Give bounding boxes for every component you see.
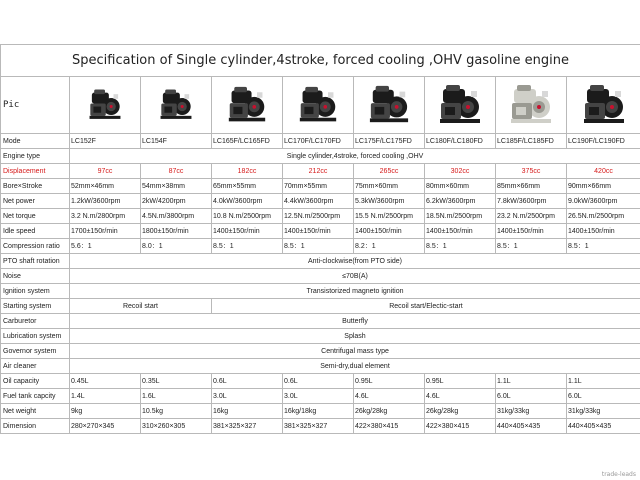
pic-row bbox=[1, 77, 640, 134]
table-cell: 0.95L bbox=[425, 374, 496, 389]
table-cell: 440×405×435 bbox=[567, 419, 640, 434]
table-cell: 75mm×60mm bbox=[354, 179, 425, 194]
table-cell: 8.0：1 bbox=[141, 239, 212, 254]
table-cell: LC154F bbox=[141, 134, 212, 149]
table-cell: 4.6L bbox=[425, 389, 496, 404]
table-row bbox=[1, 299, 640, 314]
table-cell: LC152F bbox=[70, 134, 141, 149]
table-cell: 26.5N.m/2500rpm bbox=[567, 209, 640, 224]
table-row bbox=[1, 404, 640, 419]
table-cell: 310×260×305 bbox=[141, 419, 212, 434]
table-cell: 420cc bbox=[567, 164, 640, 179]
table-title: Specification of Single cylinder,4stroke, forced cooling ,OHV gasoline engine bbox=[1, 45, 640, 77]
engine-photo-icon bbox=[581, 83, 627, 127]
table-cell: 0.45L bbox=[70, 374, 141, 389]
table-row bbox=[1, 284, 640, 299]
table-cell: 15.5 N.m/2500rpm bbox=[354, 209, 425, 224]
engine-photo-icon bbox=[226, 85, 268, 125]
engine-photo-icon bbox=[158, 88, 194, 122]
table-row bbox=[1, 254, 640, 269]
table-cell: 4.4kW/3600rpm bbox=[283, 194, 354, 209]
table-row bbox=[1, 374, 640, 389]
table-row bbox=[1, 134, 640, 149]
row-label: Engine type bbox=[1, 149, 70, 164]
table-cell: 280×270×345 bbox=[70, 419, 141, 434]
table-cell: 1400±150r/min bbox=[283, 224, 354, 239]
table-cell: 4.5N.m/3800rpm bbox=[141, 209, 212, 224]
table-cell: 97cc bbox=[70, 164, 141, 179]
row-label: Fuel tank capcity bbox=[1, 389, 70, 404]
engine-pic-cell bbox=[212, 77, 283, 134]
merged-cell: Single cylinder,4stroke, forced cooling ,OHV bbox=[70, 149, 640, 164]
merged-cell: Transistorized magneto ignition bbox=[70, 284, 640, 299]
engine-photo-icon bbox=[297, 85, 339, 125]
merged-cell: Semi-dry,dual element bbox=[70, 359, 640, 374]
merged-cell: Butterfly bbox=[70, 314, 640, 329]
table-row bbox=[1, 329, 640, 344]
row-label: Noise bbox=[1, 269, 70, 284]
table-cell: 8.5：1 bbox=[283, 239, 354, 254]
table-cell: 9kg bbox=[70, 404, 141, 419]
table-cell: 302cc bbox=[425, 164, 496, 179]
row-label: Bore×Stroke bbox=[1, 179, 70, 194]
table-cell: 0.6L bbox=[212, 374, 283, 389]
engine-photo-icon bbox=[367, 84, 411, 126]
engine-photo-icon bbox=[508, 83, 554, 127]
table-cell: 212cc bbox=[283, 164, 354, 179]
table-row bbox=[1, 209, 640, 224]
table-row bbox=[1, 239, 640, 254]
table-row bbox=[1, 389, 640, 404]
table-cell: 265cc bbox=[354, 164, 425, 179]
table-cell: 4.0kW/3600rpm bbox=[212, 194, 283, 209]
table-cell: 18.5N.m/2500rpm bbox=[425, 209, 496, 224]
table-cell: 6.0L bbox=[496, 389, 567, 404]
merged-cell: Recoil start/Electic-start bbox=[212, 299, 640, 314]
table-cell: 422×380×415 bbox=[354, 419, 425, 434]
table-cell: 80mm×60mm bbox=[425, 179, 496, 194]
table-cell: 2kW/4200rpm bbox=[141, 194, 212, 209]
table-cell: 16kg bbox=[212, 404, 283, 419]
table-cell: 1400±150r/min bbox=[496, 224, 567, 239]
table-cell: 440×405×435 bbox=[496, 419, 567, 434]
engine-pic-cell bbox=[496, 77, 567, 134]
row-label: Governor system bbox=[1, 344, 70, 359]
table-cell: 52mm×46mm bbox=[70, 179, 141, 194]
table-cell: 375cc bbox=[496, 164, 567, 179]
engine-photo-icon bbox=[437, 83, 483, 127]
table-cell: 85mm×66mm bbox=[496, 179, 567, 194]
merged-cell: Anti-clockwise(from PTO side) bbox=[70, 254, 640, 269]
table-cell: 1.6L bbox=[141, 389, 212, 404]
table-cell: 90mm×66mm bbox=[567, 179, 640, 194]
table-row bbox=[1, 149, 640, 164]
table-row bbox=[1, 344, 640, 359]
engine-pic-cell bbox=[425, 77, 496, 134]
table-row bbox=[1, 419, 640, 434]
table-cell: 23.2 N.m/2500rpm bbox=[496, 209, 567, 224]
table-cell: 9.0kW/3600rpm bbox=[567, 194, 640, 209]
engine-pic-cell bbox=[283, 77, 354, 134]
engine-pic-cell bbox=[141, 77, 212, 134]
row-label: Idle speed bbox=[1, 224, 70, 239]
table-cell: 7.8kW/3600rpm bbox=[496, 194, 567, 209]
table-row bbox=[1, 269, 640, 284]
merged-cell: Centrifugal mass type bbox=[70, 344, 640, 359]
table-cell: LC165F/LC165FD bbox=[212, 134, 283, 149]
row-label: Lubrication system bbox=[1, 329, 70, 344]
watermark: trade-leads bbox=[601, 471, 636, 478]
spec-table bbox=[0, 44, 640, 434]
table-cell: 422×380×415 bbox=[425, 419, 496, 434]
table-cell: 6.2kW/3600rpm bbox=[425, 194, 496, 209]
table-cell: 10.5kg bbox=[141, 404, 212, 419]
row-label: Net torque bbox=[1, 209, 70, 224]
table-row bbox=[1, 164, 640, 179]
table-cell: LC180F/LC180FD bbox=[425, 134, 496, 149]
row-label: Dimension bbox=[1, 419, 70, 434]
row-label: Starting system bbox=[1, 299, 70, 314]
row-label: Ignition system bbox=[1, 284, 70, 299]
table-cell: 12.5N.m/2500rpm bbox=[283, 209, 354, 224]
row-label: Net weight bbox=[1, 404, 70, 419]
table-row bbox=[1, 194, 640, 209]
table-cell: 1400±150r/min bbox=[425, 224, 496, 239]
table-cell: 54mm×38mm bbox=[141, 179, 212, 194]
table-row bbox=[1, 224, 640, 239]
row-label: PTO shaft rotation bbox=[1, 254, 70, 269]
merged-cell: Recoil start bbox=[70, 299, 212, 314]
table-cell: LC170F/LC170FD bbox=[283, 134, 354, 149]
table-cell: LC185F/LC185FD bbox=[496, 134, 567, 149]
table-cell: 10.8 N.m/2500rpm bbox=[212, 209, 283, 224]
table-cell: LC190F/LC190FD bbox=[567, 134, 640, 149]
table-cell: 1400±150r/min bbox=[354, 224, 425, 239]
title-row bbox=[1, 45, 640, 77]
row-label: Air cleaner bbox=[1, 359, 70, 374]
table-cell: 182cc bbox=[212, 164, 283, 179]
row-label: Displacement bbox=[1, 164, 70, 179]
engine-pic-cell bbox=[70, 77, 141, 134]
table-cell: 381×325×327 bbox=[212, 419, 283, 434]
table-cell: 8.5：1 bbox=[212, 239, 283, 254]
table-cell: 26kg/28kg bbox=[354, 404, 425, 419]
table-cell: 8.5：1 bbox=[567, 239, 640, 254]
pic-label: Pic bbox=[1, 77, 70, 134]
merged-cell: Splash bbox=[70, 329, 640, 344]
table-cell: 0.95L bbox=[354, 374, 425, 389]
table-cell: 70mm×55mm bbox=[283, 179, 354, 194]
table-cell: 381×325×327 bbox=[283, 419, 354, 434]
row-label: Compression ratio bbox=[1, 239, 70, 254]
table-cell: 3.2 N.m/2800rpm bbox=[70, 209, 141, 224]
table-cell: 87cc bbox=[141, 164, 212, 179]
row-label: Net power bbox=[1, 194, 70, 209]
table-row bbox=[1, 314, 640, 329]
table-cell: 1.2kW/3600rpm bbox=[70, 194, 141, 209]
table-cell: 8.2：1 bbox=[354, 239, 425, 254]
table-cell: 5.3kW/3600rpm bbox=[354, 194, 425, 209]
table-cell: 3.0L bbox=[212, 389, 283, 404]
row-label: Oil capacity bbox=[1, 374, 70, 389]
row-label: Carburetor bbox=[1, 314, 70, 329]
merged-cell: ≤70B(A) bbox=[70, 269, 640, 284]
table-cell: 1.1L bbox=[496, 374, 567, 389]
table-cell: 8.5：1 bbox=[425, 239, 496, 254]
table-cell: 1800±150r/min bbox=[141, 224, 212, 239]
table-cell: 65mm×55mm bbox=[212, 179, 283, 194]
engine-pic-cell bbox=[567, 77, 640, 134]
engine-pic-cell bbox=[354, 77, 425, 134]
table-cell: 3.0L bbox=[283, 389, 354, 404]
table-cell: 16kg/18kg bbox=[283, 404, 354, 419]
table-cell: 1.4L bbox=[70, 389, 141, 404]
table-cell: 8.5：1 bbox=[496, 239, 567, 254]
table-cell: 5.6：1 bbox=[70, 239, 141, 254]
table-cell: 0.6L bbox=[283, 374, 354, 389]
table-cell: 31kg/33kg bbox=[496, 404, 567, 419]
table-cell: LC175F/LC175FD bbox=[354, 134, 425, 149]
table-cell: 1700±150r/min bbox=[70, 224, 141, 239]
table-cell: 4.6L bbox=[354, 389, 425, 404]
table-cell: 26kg/28kg bbox=[425, 404, 496, 419]
table-cell: 6.0L bbox=[567, 389, 640, 404]
engine-photo-icon bbox=[87, 88, 123, 122]
table-cell: 0.35L bbox=[141, 374, 212, 389]
table-cell: 1400±150r/min bbox=[567, 224, 640, 239]
table-cell: 1400±150r/min bbox=[212, 224, 283, 239]
table-cell: 1.1L bbox=[567, 374, 640, 389]
table-row bbox=[1, 359, 640, 374]
row-label: Mode bbox=[1, 134, 70, 149]
table-cell: 31kg/33kg bbox=[567, 404, 640, 419]
table-row bbox=[1, 179, 640, 194]
